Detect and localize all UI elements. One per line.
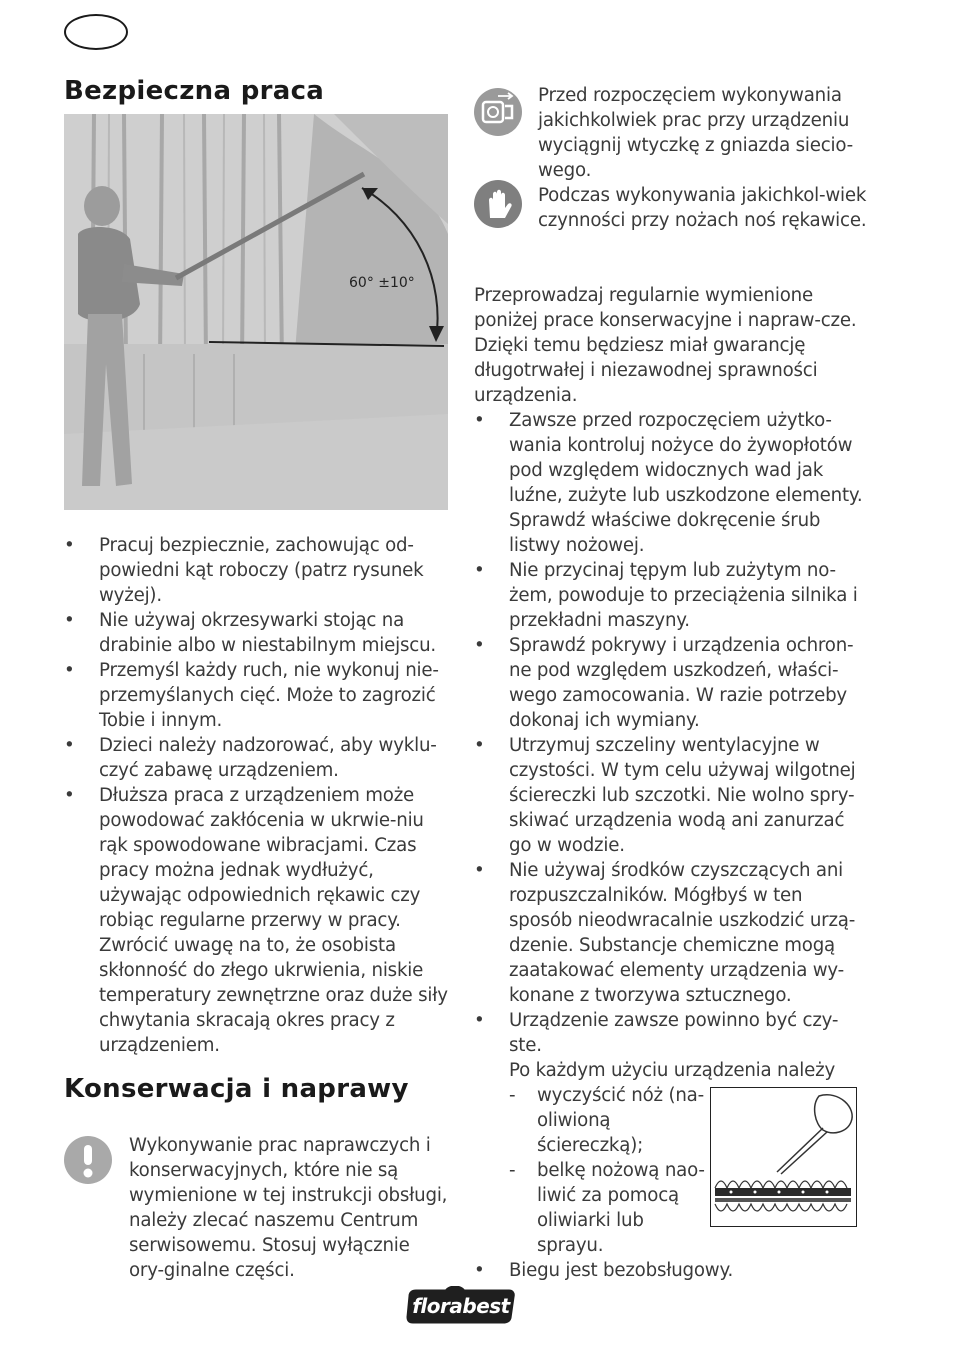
safety-bullet-list bbox=[64, 533, 454, 1058]
cleaning-line-1: • Urządzenie zawsze powinno być czy-ste. bbox=[509, 1010, 839, 1056]
language-badge bbox=[64, 14, 128, 50]
list-item: • Dzieci należy nadzorować, aby wyklu-czyć zabawę urządzeniem. bbox=[64, 733, 454, 783]
warning-note: Wykonywanie prac naprawczych i konserwacyjnych, które nie są wymienione w tej instrukcji obsługi, należy zlecać naszemu Centrum serwisowemu. Stosuj wyłącznie ory-ginalne części. bbox=[129, 1135, 448, 1281]
unplug-icon bbox=[474, 88, 522, 136]
oiling-illustration bbox=[710, 1087, 857, 1227]
cleaning-step: - wyczyścić nóż (na-oliwioną ściereczką); bbox=[509, 1083, 707, 1158]
cleaning-step: - belkę nożową nao-liwić za pomocą oliwiarki lub sprayu. bbox=[509, 1158, 707, 1258]
list-item: • Utrzymuj szczeliny wentylacyjne w czystości. W tym celu używaj wilgotnej ściereczki lub szczotki. Nie wolno spry-skiwać urządzenia wodą ani zanurzać go w wodzie. bbox=[474, 733, 864, 858]
list-item: • Biegu jest bezobsługowy. bbox=[474, 1258, 864, 1283]
working-angle-photo bbox=[64, 114, 448, 510]
list-item: • Dłuższa praca z urządzeniem może powodować zakłócenia w ukrwie-niu rąk spowodowane wibracjami. Czas pracy można jednak wydłużyć, używając odpowiednich rękawic czy robiąc regularne przerwy w pracy. Zwrócić uwagę na to, że osobista skłonność do złego ukrwienia, niskie temperatury zewnętrzne oraz duże siły chwytania skracają okres pracy z urządzeniem. bbox=[64, 783, 454, 1058]
list-item: • Nie używaj środków czyszczących ani rozpuszczalników. Mógłbyś w ten sposób nieodwracalnie uszkodzić urzą-dzenie. Substancje chemiczne mogą zaatakować elementy urządzenia wy-konane z tworzywa sztucznego. bbox=[474, 858, 864, 1008]
section-heading-maintenance: Konserwacja i naprawy bbox=[64, 1074, 409, 1104]
glove-icon bbox=[474, 180, 522, 228]
list-item: • Sprawdź pokrywy i urządzenia ochron-ne pod względem uszkodzeń, właści-wego zamocowania. W razie potrzeby dokonaj ich wymiany. bbox=[474, 633, 864, 733]
list-item: • Nie przycinaj tępym lub zużytym no-żem, powoduje to przeciążenia silnika i przekładni maszyny. bbox=[474, 558, 864, 633]
glove-note: Podczas wykonywania jakichkol-wiek czynności przy nożach noś rękawice. bbox=[538, 185, 867, 231]
list-item: • Pracuj bezpiecznie, zachowując od-powiedni kąt roboczy (patrz rysunek wyżej). bbox=[64, 533, 454, 608]
section-heading-safe-work: Bezpieczna praca bbox=[64, 76, 325, 106]
unplug-note: Przed rozpoczęciem wykonywania jakichkolwiek prac przy urządzeniu wyciągnij wtyczkę z gniazda siecio-wego. bbox=[538, 85, 854, 181]
warning-icon bbox=[64, 1136, 112, 1184]
florabest-logo bbox=[405, 1286, 517, 1326]
list-item: • Zawsze przed rozpoczęciem użytko-wania kontroluj nożyce do żywopłotów pod względem widocznych wad jak luźne, zużyte lub uszkodzone elementy. Sprawdź właściwe dokręcenie śrub listwy nożowej. bbox=[474, 408, 864, 558]
list-item: • Przemyśl każdy ruch, nie wykonuj nie-przemyślanych cięć. Może to zagrozić Tobie i innym. bbox=[64, 658, 454, 733]
maintenance-intro: Przeprowadzaj regularnie wymienione poniżej prace konserwacyjne i napraw-cze. Dzięki temu będziesz miał gwarancję długotrwałej i niezawodnej sprawności urządzenia. bbox=[474, 285, 857, 406]
angle-label: 60° ±10° bbox=[349, 275, 415, 291]
logo-text: florabest bbox=[412, 1294, 510, 1318]
cleaning-line-2: Po każdym użyciu urządzenia należy bbox=[509, 1060, 836, 1081]
list-item: • Nie używaj okrzesywarki stojąc na drabinie albo w niestabilnym miejscu. bbox=[64, 608, 454, 658]
